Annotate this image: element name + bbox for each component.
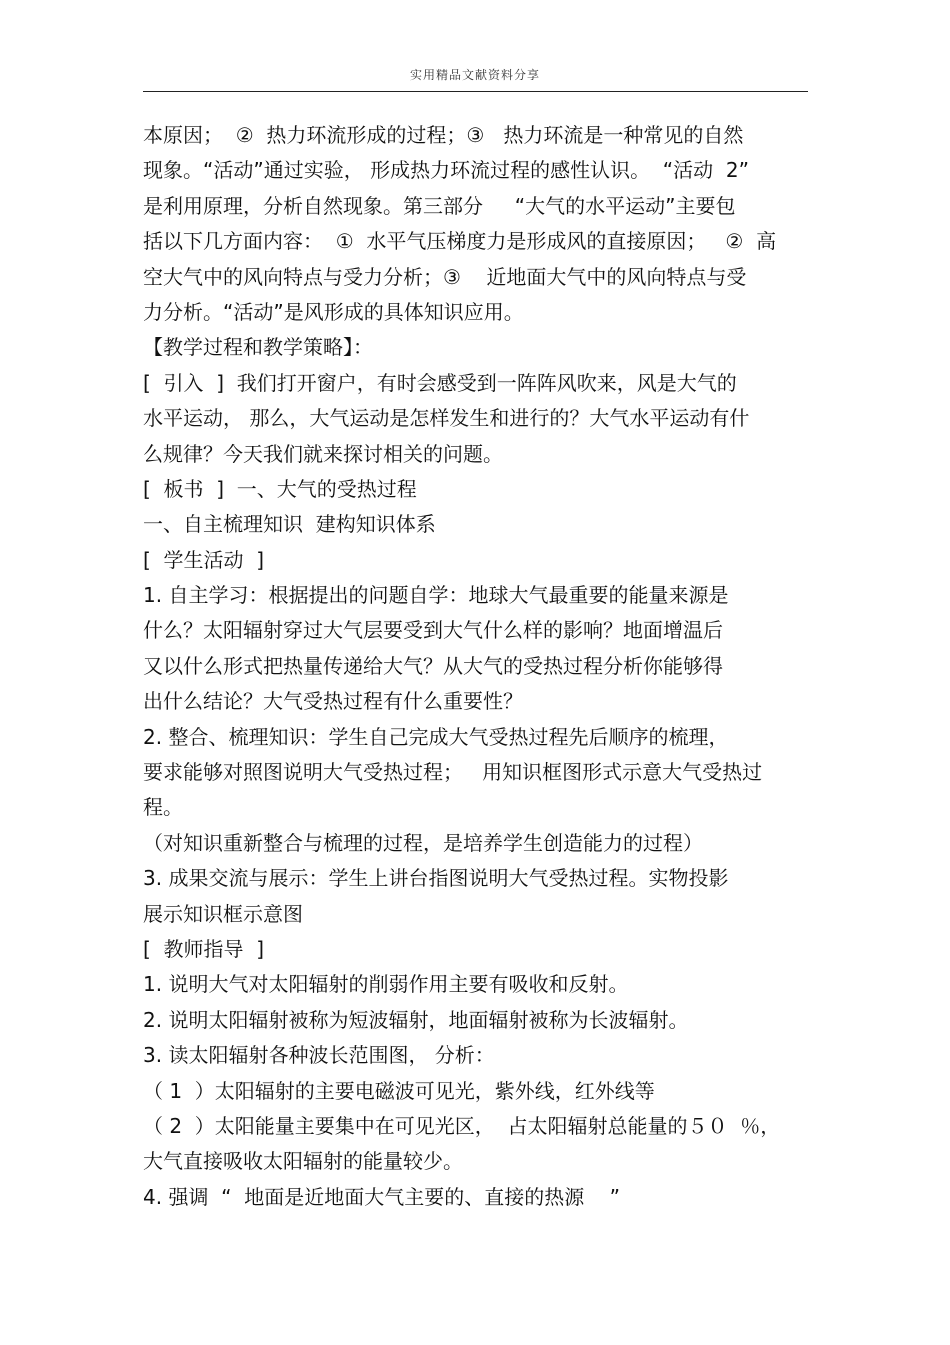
text-line: （ 2 ）太阳能量主要集中在可见光区， 占太阳辐射总能量的５０ ％，: [143, 1113, 781, 1138]
text-line: 力分析。“活动”是风形成的具体知识应用。: [143, 299, 524, 324]
text-line: （ 1 ）太阳辐射的主要电磁波可见光，紫外线，红外线等: [143, 1078, 655, 1103]
text-line: 出什么结论？大气受热过程有什么重要性？: [143, 689, 523, 714]
text-line: 括以下几方面内容： ① 水平气压梯度力是形成风的直接原因； ② 高: [143, 229, 777, 254]
section-heading: 一、自主梳理知识 建构知识体系: [143, 512, 436, 537]
text-line: 是利用原理，分析自然现象。第三部分 “大气的水平运动”主要包: [143, 193, 736, 218]
text-line: 4. 强调 “ 地面是近地面大气主要的、直接的热源 ”: [143, 1184, 621, 1209]
text-line: 程。: [143, 795, 183, 820]
document-body: [143, 118, 813, 1215]
text-line: 现象。“活动”通过实验， 形成热力环流过程的感性认识。 “活动 2”: [143, 158, 749, 183]
text-line: 2. 说明太阳辐射被称为短波辐射，地面辐射被称为长波辐射。: [143, 1007, 689, 1032]
text-line: 水平运动， 那么，大气运动是怎样发生和进行的？大气水平运动有什: [143, 406, 750, 431]
text-line: 2. 整合、梳理知识：学生自己完成大气受热过程先后顺序的梳理，: [143, 724, 729, 749]
text-line: 空大气中的风向特点与受力分析；③ 近地面大气中的风向特点与受: [143, 264, 747, 289]
text-line: 么规律？今天我们就来探讨相关的问题。: [143, 441, 503, 466]
text-line: [ 教师指导 ]: [143, 936, 265, 961]
text-line: （对知识重新整合与梳理的过程，是培养学生创造能力的过程）: [143, 830, 703, 855]
text-line: 本原因； ② 热力环流形成的过程；③ 热力环流是一种常见的自然: [143, 123, 744, 147]
header-divider: [143, 91, 808, 92]
text-line: [ 板书 ] 一、大气的受热过程: [143, 476, 417, 501]
text-line: 什么？太阳辐射穿过大气层要受到大气什么样的影响？地面增温后: [143, 618, 723, 643]
page-header: 实用精品文献资料分享: [409, 68, 540, 82]
text-line: 展示知识框示意图: [143, 901, 303, 926]
text-line: [ 学生活动 ]: [143, 547, 265, 572]
text-line: 1. 自主学习：根据提出的问题自学：地球大气最重要的能量来源是: [143, 583, 729, 608]
section-heading: 【教学过程和教学策略】：: [143, 335, 373, 360]
text-line: 3. 读太阳辐射各种波长范围图， 分析：: [143, 1043, 495, 1068]
text-line: 3. 成果交流与展示：学生上讲台指图说明大气受热过程。实物投影: [143, 866, 729, 891]
text-line: 1. 说明大气对太阳辐射的削弱作用主要有吸收和反射。: [143, 972, 629, 997]
text-line: 又以什么形式把热量传递给大气？从大气的受热过程分析你能够得: [143, 653, 723, 678]
text-line: 大气直接吸收太阳辐射的能量较少。: [143, 1149, 463, 1174]
text-line: [ 引入 ] 我们打开窗户，有时会感受到一阵阵风吹来，风是大气的: [143, 370, 737, 395]
text-line: 要求能够对照图说明大气受热过程； 用知识框图形式示意大气受热过: [143, 760, 763, 785]
